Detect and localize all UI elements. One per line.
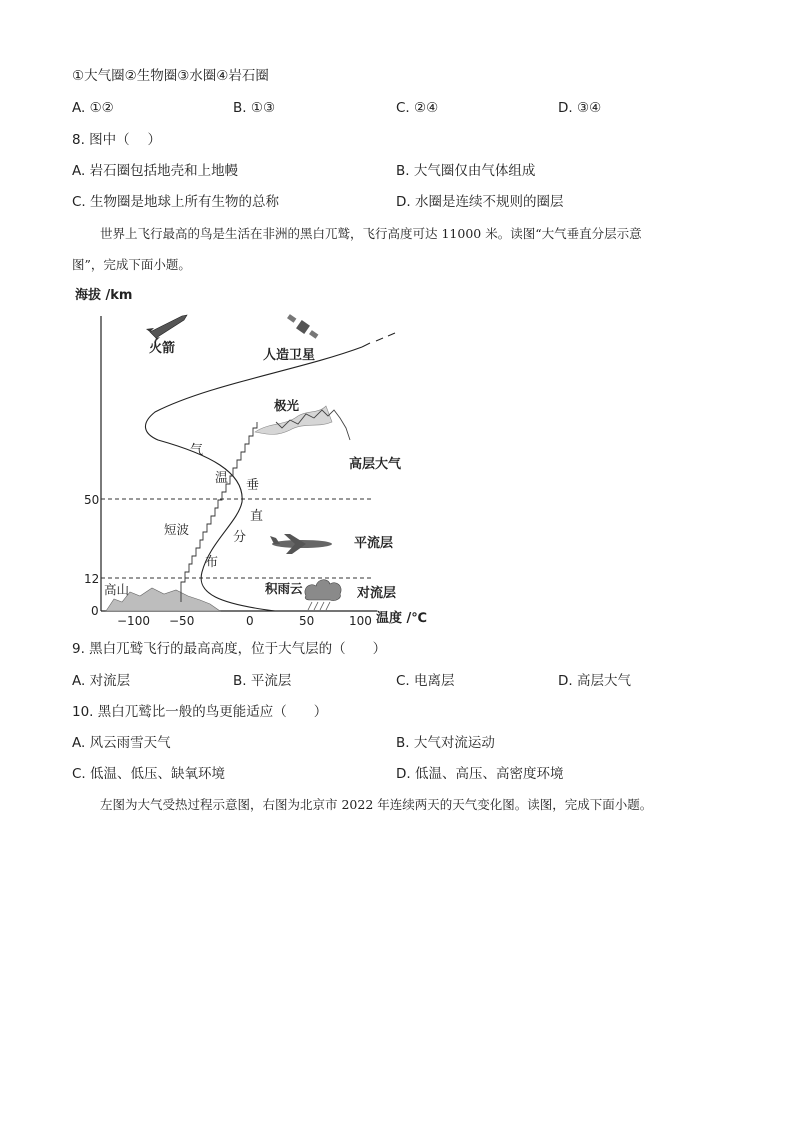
q10-option-a: A. 风云雨雪天气: [72, 735, 171, 751]
passage-1-line-1: 世界上飞行最高的鸟是生活在非洲的黑白兀鹫，飞行高度可达 11000 米。读图“大气垂直分层示意: [100, 226, 642, 241]
q7-option-b: B. ①③: [233, 100, 276, 116]
curve-char-4: 直: [250, 509, 264, 524]
curve-char-6: 布: [205, 555, 219, 570]
curve-char-3: 垂: [246, 478, 260, 493]
rocket-label: 火箭: [149, 341, 176, 356]
upper-atmosphere-label: 高层大气: [349, 457, 402, 472]
temperature-curve-dashed: [362, 333, 395, 347]
q8-option-d: D. 水圈是连续不规则的圈层: [396, 194, 564, 210]
passage-2: 左图为大气受热过程示意图，右图为北京市 2022 年连续两天的天气变化图。读图，完成下面小题。: [100, 797, 653, 812]
curve-char-1: 气: [190, 443, 204, 458]
y-tick-50: 50: [84, 493, 100, 507]
y-axis-label: 海拔 /km: [75, 288, 133, 303]
q9-option-c: C. 电离层: [396, 673, 455, 689]
shortwave-label: 短波: [164, 522, 190, 537]
aurora-label: 极光: [274, 398, 300, 413]
x-tick-minus-50: −50: [169, 614, 195, 627]
x-axis-label: 温度 /℃: [376, 611, 428, 626]
q7-stem: ①大气圈②生物圈③水圈④岩石圈: [72, 68, 269, 84]
satellite-label: 人造卫星: [263, 348, 316, 363]
y-tick-0: 0: [91, 604, 99, 618]
q10-stem: 10. 黑白兀鹫比一般的鸟更能适应（ ）: [72, 704, 328, 720]
satellite-icon: [287, 314, 318, 339]
q7-option-c: C. ②④: [396, 100, 439, 116]
q10-option-d: D. 低温、高压、高密度环境: [396, 766, 564, 782]
passage-1-line-2: 图”，完成下面小题。: [72, 257, 191, 272]
stratosphere-label: 平流层: [354, 536, 394, 551]
q9-stem: 9. 黑白兀鹫飞行的最高高度，位于大气层的（ ）: [72, 641, 387, 657]
airplane-icon: [270, 534, 332, 554]
curve-char-2: 温: [215, 471, 229, 486]
q7-option-d: D. ③④: [558, 100, 602, 116]
q10-option-c: C. 低温、低压、缺氧环境: [72, 766, 226, 782]
q8-option-b: B. 大气圈仅由气体组成: [396, 163, 536, 179]
q9-option-a: A. 对流层: [72, 673, 131, 689]
aurora-icon: [255, 406, 350, 440]
x-tick-50: 50: [299, 614, 315, 627]
y-tick-12: 12: [84, 572, 100, 586]
q8-stem: 8. 图中（ ）: [72, 132, 161, 148]
cloud-icon: [305, 580, 341, 610]
q8-option-a: A. 岩石圈包括地壳和上地幔: [72, 163, 239, 179]
cumulonimbus-label: 积雨云: [265, 581, 303, 596]
x-tick-0: 0: [246, 614, 254, 627]
mountain-label: 高山: [104, 582, 130, 597]
x-tick-100: 100: [349, 614, 372, 627]
q9-option-b: B. 平流层: [233, 673, 292, 689]
troposphere-label: 对流层: [357, 586, 397, 601]
atmosphere-layers-figure: [70, 282, 450, 627]
q9-option-d: D. 高层大气: [558, 673, 631, 689]
q10-option-b: B. 大气对流运动: [396, 735, 495, 751]
curve-char-5: 分: [233, 530, 247, 545]
x-tick-minus-100: −100: [117, 614, 150, 627]
rocket-icon: [146, 315, 187, 343]
q8-option-c: C. 生物圈是地球上所有生物的总称: [72, 194, 280, 210]
q7-option-a: A. ①②: [72, 100, 114, 116]
